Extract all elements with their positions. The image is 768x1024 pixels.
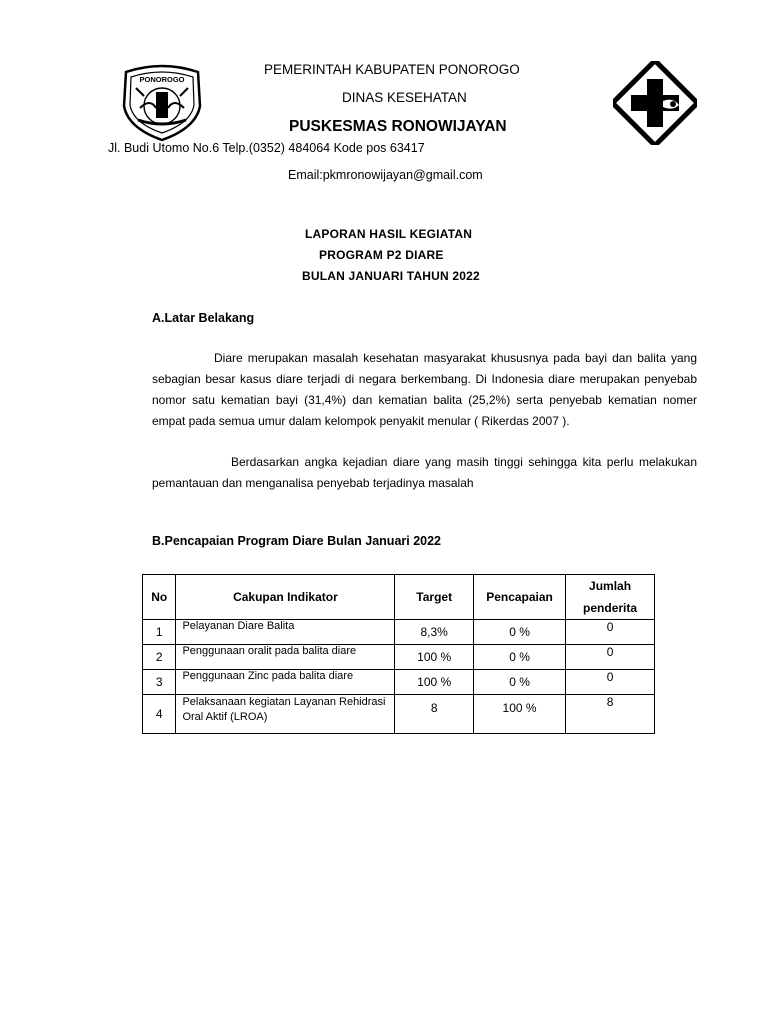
row-patients: 0 [566,670,655,695]
header-government: PEMERINTAH KABUPATEN PONOROGO [264,62,520,77]
section-a-paragraph-2: Berdasarkan angka kejadian diare yang masih tinggi sehingga kita perlu melakukan pemantauan dan menganalisa penyebab terjadinya masalah [152,455,697,490]
achievement-table [142,574,655,734]
section-a-heading: A.Latar Belakang [152,311,255,325]
row-indicator: Pelaksanaan kegiatan Layanan Rehidrasi Oral Aktif (LROA) [176,695,395,734]
row-no: 2 [143,645,176,670]
table-header-row [143,575,655,620]
row-achievement: 0 % [473,645,565,670]
row-patients: 0 [566,645,655,670]
row-achievement: 0 % [473,620,565,645]
table-row [143,670,655,695]
row-indicator: Pelayanan Diare Balita [176,620,395,645]
table-row [143,645,655,670]
health-cross-icon [613,61,697,145]
header-no: No [143,575,176,620]
row-indicator: Penggunaan Zinc pada balita diare [176,670,395,695]
header-indicator: Cakupan Indikator [176,575,395,620]
header-department: DINAS KESEHATAN [342,90,467,105]
section-a-paragraph-1: Diare merupakan masalah kesehatan masyarakat khususnya pada bayi dan balita yang sebagian besar kasus diare terjadi di negara berkembang. Di Indonesia diare merupakan penyebab nomor satu kematian bayi (31,4%) dan kematian balita (25,2%) serta penyebab kematian nomer empat pada semua umur dalam kelompok penyakit menular ( Rikerdas 2007 ). [152,351,697,428]
header-email: Email:pkmronowijayan@gmail.com [288,168,483,182]
row-target: 8,3% [395,620,474,645]
row-target: 100 % [395,645,474,670]
table-row [143,695,655,734]
row-target: 8 [395,695,474,734]
emblem-label: PONOROGO [139,75,185,84]
header-patients-line1: Jumlah [589,579,632,593]
header-puskesmas: PUSKESMAS RONOWIJAYAN [289,118,507,135]
row-no: 4 [143,695,176,734]
header-achievement: Pencapaian [473,575,565,620]
section-b-heading: B.Pencapaian Program Diare Bulan Januari 2022 [152,534,442,548]
row-achievement: 100 % [473,695,565,734]
header-target: Target [395,575,474,620]
report-title-line2: PROGRAM P2 DIARE [319,248,444,262]
row-target: 100 % [395,670,474,695]
row-no: 3 [143,670,176,695]
table-row [143,620,655,645]
row-no: 1 [143,620,176,645]
row-indicator: Penggunaan oralit pada balita diare [176,645,395,670]
row-patients: 8 [566,695,655,734]
report-title-line3: BULAN JANUARI TAHUN 2022 [302,269,480,283]
ponorogo-emblem-icon [116,62,208,142]
row-patients: 0 [566,620,655,645]
header-address: Jl. Budi Utomo No.6 Telp.(0352) 484064 Kode pos 63417 [108,141,425,155]
report-title-line1: LAPORAN HASIL KEGIATAN [305,227,473,241]
header-patients [566,575,655,620]
header-patients-line2: penderita [583,601,638,615]
row-achievement: 0 % [473,670,565,695]
